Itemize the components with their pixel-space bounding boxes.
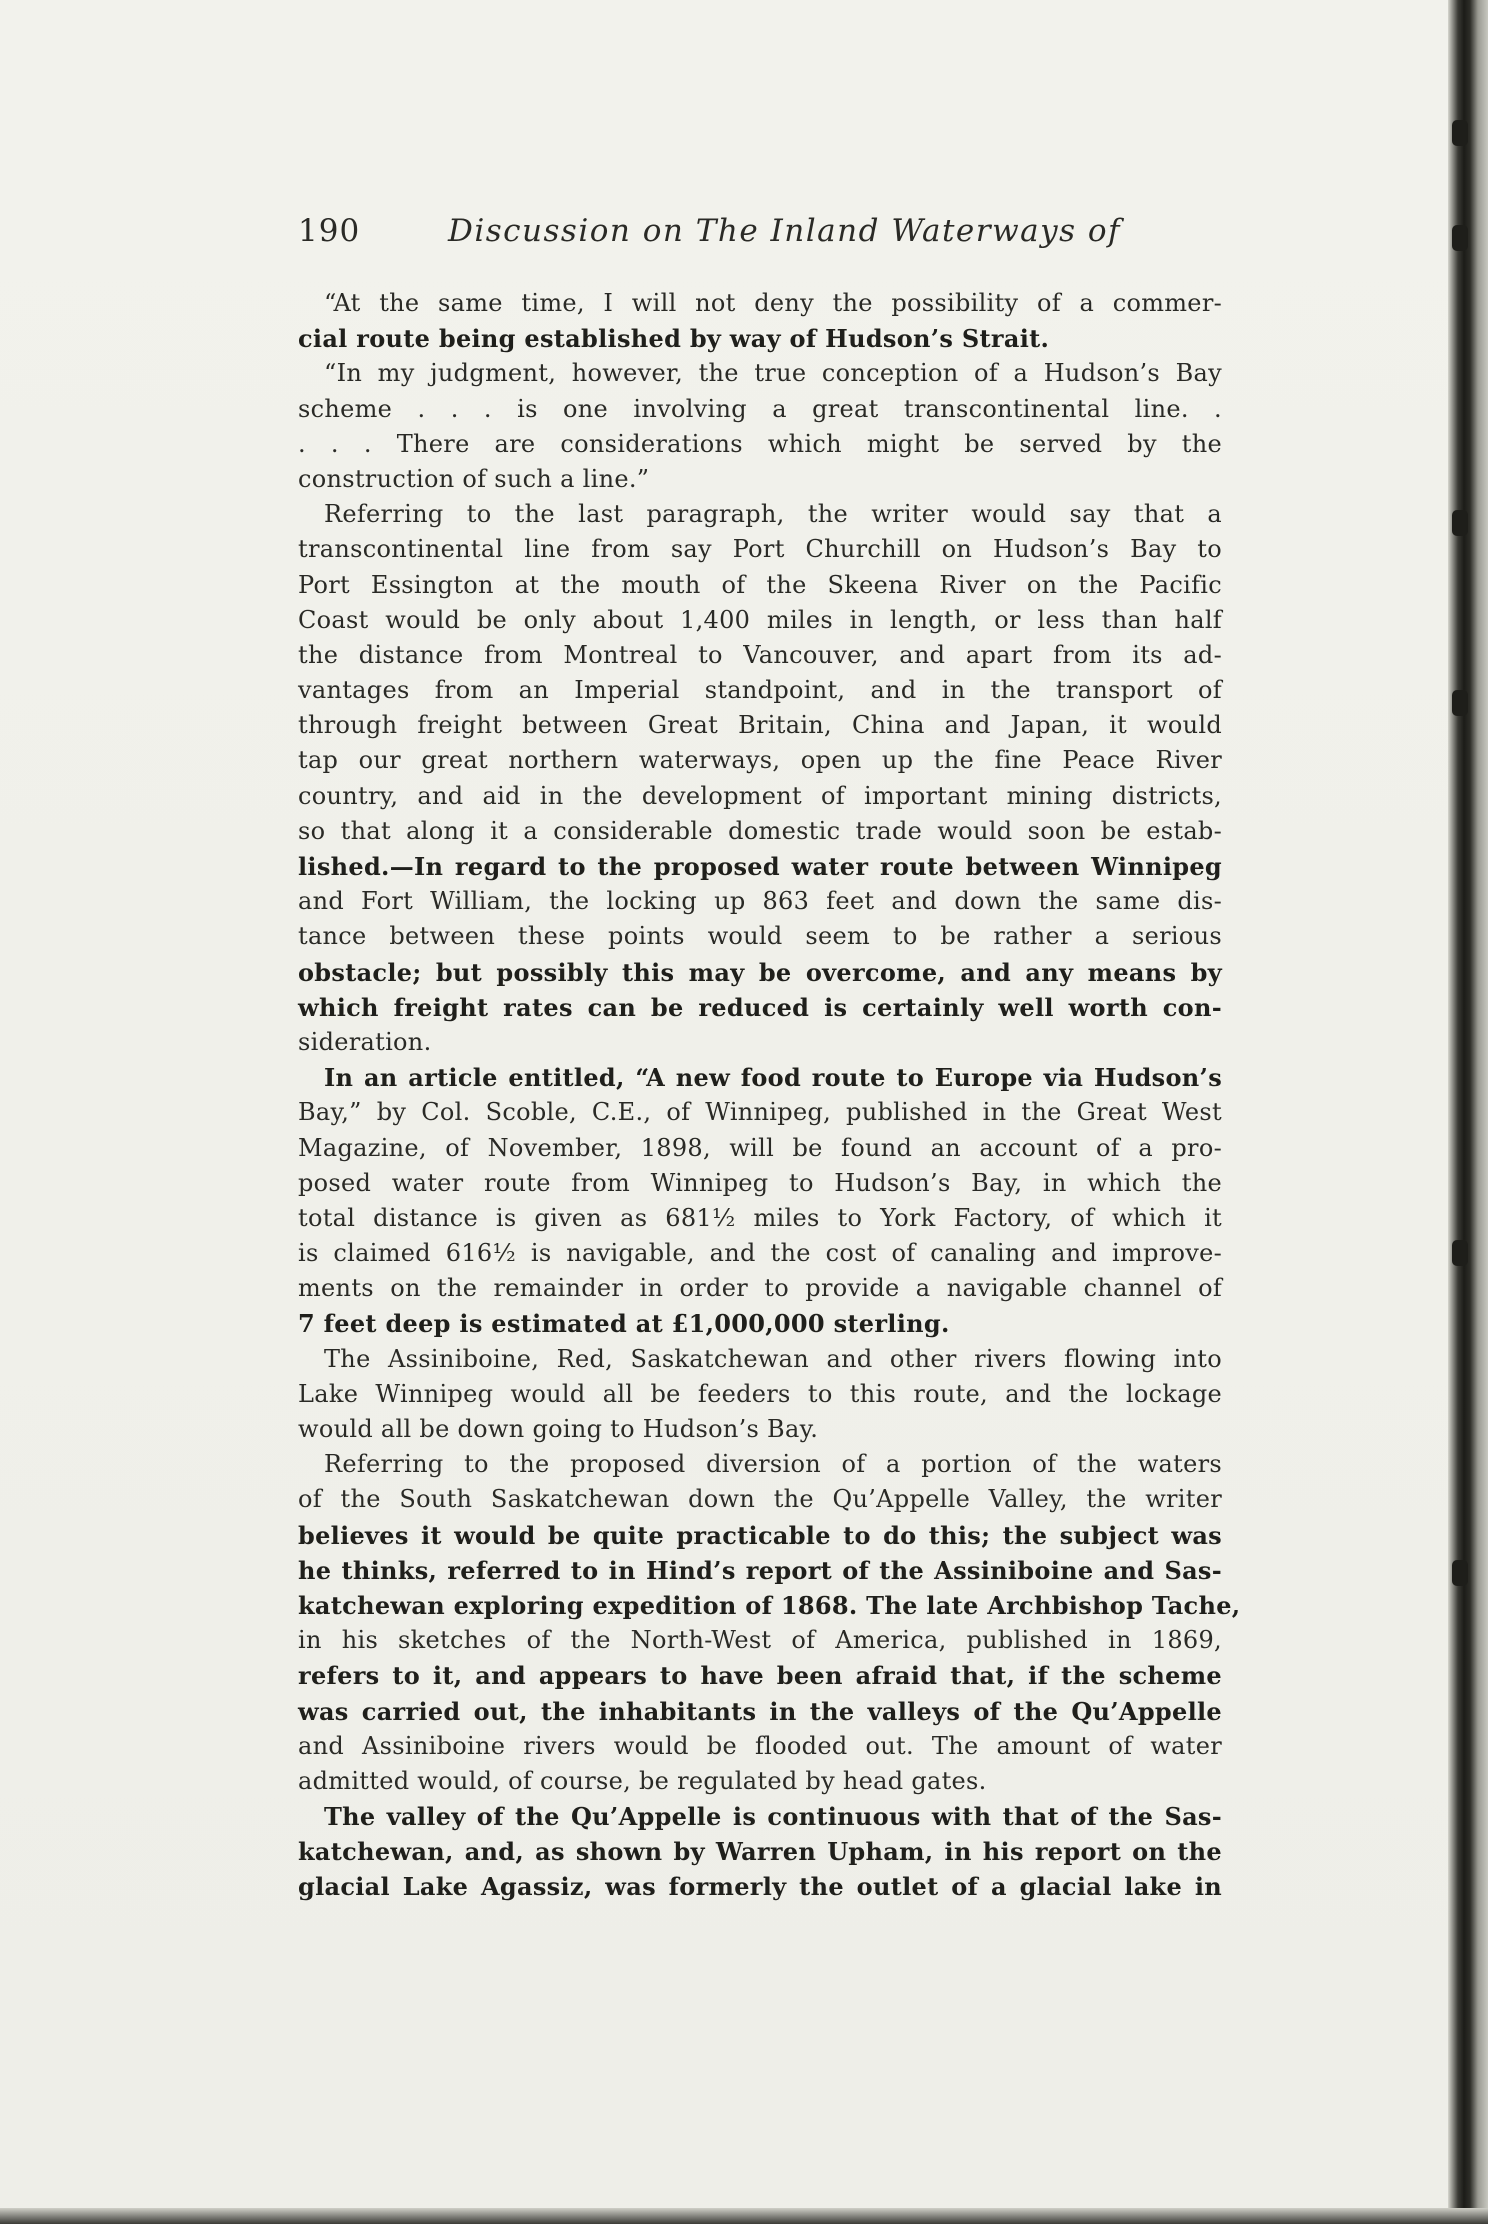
text-line: lished.—In regard to the proposed water route between Winnipeg [298, 852, 1222, 881]
text-line: katchewan exploring expedition of 1868. The late Archbishop Tache, [298, 1590, 1241, 1620]
text-line: admitted would, of course, be regulated by head gates. [298, 1766, 987, 1795]
binding-tab-mark [1452, 510, 1468, 536]
binding-tab-mark [1452, 1240, 1468, 1266]
binding-tab-mark [1452, 690, 1468, 716]
text-line: vantages from an Imperial standpoint, and in the transport of [298, 676, 1222, 705]
text-line: scheme . . . is one involving a great transcontinental line. . [298, 394, 1222, 423]
text-line: the distance from Montreal to Vancouver, and apart from its ad- [298, 640, 1222, 669]
page-bottom-edge [0, 2208, 1488, 2224]
text-line: “In my judgment, however, the true conception of a Hudson’s Bay [324, 359, 1222, 388]
text-line: glacial Lake Agassiz, was formerly the outlet of a glacial lake in [298, 1872, 1222, 1902]
binding-tab-mark [1452, 120, 1468, 146]
text-line: which freight rates can be reduced is certainly well worth con- [298, 992, 1222, 1022]
text-line: 7 feet deep is estimated at £1,000,000 sterling. [298, 1309, 950, 1339]
text-line: ments on the remainder in order to provide a navigable channel of [298, 1274, 1222, 1303]
binding-tab-mark [1452, 225, 1468, 251]
text-line: obstacle; but possibly this may be overcome, and any means by [298, 957, 1222, 987]
text-line: cial route being established by way of Hudson’s Strait. [298, 324, 1050, 354]
text-line: through freight between Great Britain, China and Japan, it would [298, 711, 1222, 740]
text-line: of the South Saskatchewan down the Qu’Appelle Valley, the writer [298, 1485, 1222, 1514]
text-line: was carried out, the inhabitants in the valleys of the Qu’Appelle [298, 1696, 1222, 1726]
binding-edge [1448, 0, 1488, 2224]
text-line: Magazine, of November, 1898, will be found an account of a pro- [298, 1133, 1222, 1162]
text-line: tance between these points would seem to be rather a serious [298, 922, 1222, 951]
text-line: he thinks, referred to in Hind’s report of the Assiniboine and Sas- [298, 1555, 1222, 1585]
text-line: Referring to the last paragraph, the writer would say that a [324, 500, 1222, 529]
text-line: . . . There are considerations which might be served by the [298, 429, 1222, 458]
text-line: transcontinental line from say Port Churchill on Hudson’s Bay to [298, 535, 1222, 564]
text-line: In an article entitled, “A new food route to Europe via Hudson’s [324, 1063, 1222, 1093]
body-text [298, 286, 1241, 1905]
page-header [298, 213, 1218, 263]
text-line: believes it would be quite practicable to do this; the subject was [298, 1520, 1222, 1550]
binding-tab-mark [1452, 1560, 1468, 1586]
page-number: 190 [298, 213, 361, 249]
text-line: Lake Winnipeg would all be feeders to this route, and the lockage [298, 1379, 1222, 1408]
text-line: Referring to the proposed diversion of a portion of the waters [324, 1450, 1222, 1479]
text-line: so that along it a considerable domestic trade would soon be estab- [298, 816, 1222, 845]
text-line: construction of such a line.” [298, 464, 650, 493]
text-line: would all be down going to Hudson’s Bay. [298, 1415, 819, 1443]
text-line: and Fort William, the locking up 863 feet and down the same dis- [298, 887, 1222, 916]
text-line: katchewan, and, as shown by Warren Upham, in his report on the [298, 1837, 1222, 1867]
text-line: Coast would be only about 1,400 miles in length, or less than half [298, 605, 1222, 634]
text-line: The valley of the Qu’Appelle is continuous with that of the Sas- [324, 1802, 1222, 1832]
text-line: total distance is given as 681½ miles to York Factory, of which it [298, 1203, 1222, 1232]
text-line: is claimed 616½ is navigable, and the cost of canaling and improve- [298, 1239, 1222, 1268]
text-line: sideration. [298, 1027, 432, 1056]
text-line: in his sketches of the North-West of America, published in 1869, [298, 1626, 1222, 1655]
running-head: Discussion on The Inland Waterways of [448, 213, 1122, 249]
text-line: and Assiniboine rivers would be flooded out. The amount of water [298, 1731, 1222, 1760]
text-line: posed water route from Winnipeg to Hudson’s Bay, in which the [298, 1168, 1222, 1197]
text-line: tap our great northern waterways, open up the fine Peace River [298, 746, 1222, 775]
text-line: Bay,” by Col. Scoble, C.E., of Winnipeg, published in the Great West [298, 1098, 1222, 1127]
text-line: The Assiniboine, Red, Saskatchewan and other rivers flowing into [324, 1344, 1222, 1373]
text-line: country, and aid in the development of important mining districts, [298, 781, 1222, 810]
text-line: “At the same time, I will not deny the possibility of a commer- [324, 289, 1222, 317]
text-line: Port Essington at the mouth of the Skeena River on the Pacific [298, 570, 1222, 599]
text-line: refers to it, and appears to have been afraid that, if the scheme [298, 1661, 1222, 1691]
